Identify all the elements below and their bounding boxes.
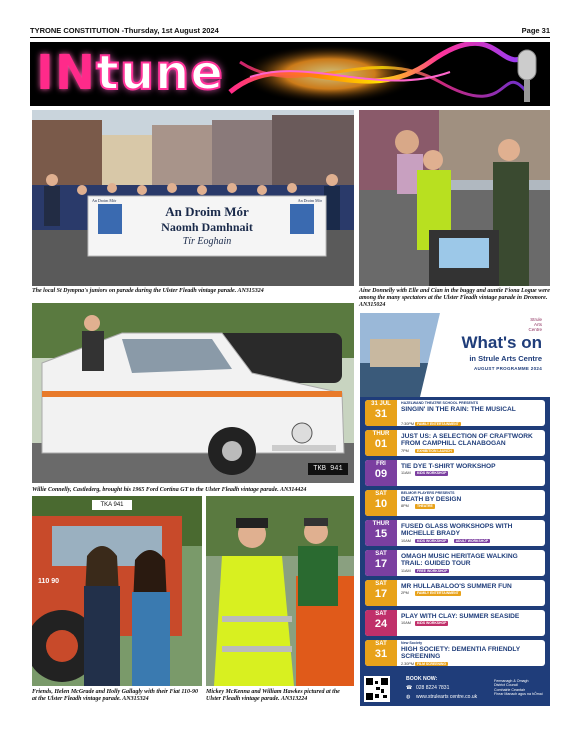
tractor-friends-photo bbox=[32, 496, 202, 686]
tractor-number-plate: TKA 941 bbox=[92, 500, 132, 510]
event-time: 8PM bbox=[401, 504, 409, 509]
event-item bbox=[365, 460, 545, 486]
event-day: THUR bbox=[372, 521, 390, 527]
family-street-image bbox=[359, 110, 550, 286]
event-day: SAT bbox=[375, 551, 387, 557]
banner-line-1: An Droim Mór bbox=[165, 204, 249, 219]
event-date-badge bbox=[365, 520, 397, 546]
event-title: DEATH BY DESIGN bbox=[401, 496, 462, 503]
caption-men: Mickey McKenna and William Hawkes pictured at the Ulster Fleadh vintage parade. AN313224 bbox=[206, 689, 340, 703]
mckenna-hawkes-image bbox=[206, 496, 354, 686]
event-item bbox=[365, 550, 545, 576]
event-time: 7PM bbox=[401, 448, 409, 453]
globe-icon: ◍ bbox=[406, 694, 411, 700]
event-title: TIE DYE T-SHIRT WORKSHOP bbox=[401, 463, 496, 470]
event-category-tag: KIDS WORKSHOP bbox=[417, 471, 447, 476]
event-day: SAT bbox=[375, 581, 387, 587]
ad-title: What's on bbox=[461, 333, 542, 352]
tractor-model-badge: 110 90 bbox=[38, 578, 60, 585]
parade-juniors-photo bbox=[32, 110, 354, 286]
event-title: FUSED GLASS WORKSHOPS WITH MICHELLE BRADY bbox=[401, 523, 513, 538]
event-date-badge bbox=[365, 550, 397, 576]
event-time: 10AM bbox=[401, 538, 411, 543]
event-date-number: 09 bbox=[374, 468, 388, 480]
event-category-tag: FILM SCREENING bbox=[417, 661, 447, 666]
event-category-tag: ADULT WORKSHOP bbox=[455, 538, 489, 543]
event-item bbox=[365, 580, 545, 606]
event-item bbox=[365, 520, 545, 546]
banner-small-left: An Droim Mór bbox=[92, 198, 117, 203]
family-spectators-photo bbox=[359, 110, 550, 286]
parade-banner bbox=[88, 196, 326, 256]
phone-icon: ☎ bbox=[406, 685, 413, 691]
town-photo-icon bbox=[360, 313, 440, 397]
header-page-number: Page 31 bbox=[521, 26, 550, 35]
caption-friends: Friends, Helen McGrade and Holly Gallagly with their Fiat 110-90 at the Ulster Fleadh vintage parade. AN315324 bbox=[32, 689, 199, 703]
banner-line-3: Tír Eoghain bbox=[182, 236, 232, 247]
booking-strip bbox=[360, 673, 550, 706]
event-time: 7:30PM bbox=[401, 421, 415, 426]
caption-cortina: Willie Connelly, Castlederg, brought his 1965 Ford Cortina GT to the Ulster Fleadh vintage parade. AN314424 bbox=[32, 487, 307, 493]
event-time: 11AM bbox=[401, 568, 411, 573]
event-time: 11AM bbox=[401, 471, 411, 476]
event-date-number: 31 bbox=[374, 648, 388, 660]
event-time: 10AM bbox=[401, 621, 411, 626]
event-item bbox=[365, 400, 545, 426]
event-title: SINGIN' IN THE RAIN: THE MUSICAL bbox=[401, 406, 516, 413]
ad-header bbox=[360, 313, 550, 397]
booking-website: www.strulearts centre.co.uk bbox=[416, 694, 478, 700]
event-category-tag: FAMILY ENTERTAINMENT bbox=[417, 421, 459, 426]
event-date-badge bbox=[365, 580, 397, 606]
car-number-plate: TKB 941 bbox=[308, 463, 348, 475]
event-category-tag: FAMILY ENTERTAINMENT bbox=[417, 591, 459, 596]
banner-line-2: Naomh Damhnait bbox=[161, 220, 253, 234]
men-tractor-photo bbox=[206, 496, 354, 686]
event-date-number: 31 bbox=[374, 408, 388, 420]
intune-banner bbox=[30, 42, 550, 106]
event-item bbox=[365, 610, 545, 636]
header-rule bbox=[30, 37, 550, 38]
event-category-tag: FREE WORKSHOP bbox=[417, 568, 448, 573]
event-date-number: 24 bbox=[374, 618, 388, 630]
ad-subtitle: in Strule Arts Centre bbox=[469, 354, 542, 363]
event-category-tag: KIDS WORKSHOP bbox=[417, 538, 447, 543]
event-category-tag: KIDS WORKSHOP bbox=[417, 621, 447, 626]
cortina-photo bbox=[32, 303, 354, 483]
event-day: SAT bbox=[375, 641, 387, 647]
event-date-number: 17 bbox=[374, 588, 388, 600]
council-logo: Fermanagh & Omagh District Council Comhairle Ceantair Fhear Manach agus na hÓmaí bbox=[494, 679, 543, 696]
event-item bbox=[365, 430, 545, 456]
strule-arts-advert bbox=[360, 313, 550, 706]
event-day: 31 JUL bbox=[371, 401, 391, 407]
strule-arts-logo: Strule Arts Centre bbox=[528, 317, 542, 332]
banner-title: INtune bbox=[36, 45, 224, 101]
event-date-badge bbox=[365, 610, 397, 636]
event-day: THUR bbox=[372, 431, 390, 437]
event-date-number: 10 bbox=[374, 498, 388, 510]
event-title: HIGH SOCIETY: DEMENTIA FRIENDLY SCREENING bbox=[401, 646, 521, 661]
event-title: PLAY WITH CLAY: SUMMER SEASIDE bbox=[401, 613, 520, 620]
event-title: JUST US: A SELECTION OF CRAFTWORK FROM CAMPHILL CLANABOGAN bbox=[401, 433, 533, 448]
event-title: MR HULLABALOO'S SUMMER FUN bbox=[401, 583, 512, 590]
event-item bbox=[365, 490, 545, 516]
event-day: FRI bbox=[376, 461, 386, 467]
fiat-tractor-image bbox=[32, 496, 202, 686]
event-date-number: 01 bbox=[374, 438, 388, 450]
event-date-number: 17 bbox=[374, 558, 388, 570]
caption-family: Aine Donnelly with Elle and Cian in the buggy and auntie Fiona Logue were among the many spectators at the Ulster Fleadh vintage parade in Dromore. AN315024 bbox=[359, 288, 550, 309]
event-category-tag: EXHIBITION LAUNCH bbox=[417, 448, 452, 453]
event-presenter: HAZELWAND THEATRE SCHOOL PRESENTS bbox=[401, 401, 479, 405]
event-presenter: New Society bbox=[401, 641, 423, 645]
ad-programme: AUGUST PROGRAMME 2024 bbox=[473, 366, 542, 371]
event-date-badge bbox=[365, 460, 397, 486]
ford-cortina-image bbox=[32, 303, 354, 483]
event-category-tag: THEATRE bbox=[417, 504, 433, 509]
qr-code-icon bbox=[364, 676, 390, 702]
page-header bbox=[30, 24, 550, 36]
event-date-number: 15 bbox=[374, 528, 388, 540]
booking-phone: 028 8224 7831 bbox=[416, 685, 450, 691]
event-date-badge bbox=[365, 400, 397, 426]
banner-small-right: An Droim Mór bbox=[297, 198, 322, 203]
event-presenter: BELMOR PLAYERS PRESENTS bbox=[401, 491, 455, 495]
event-day: SAT bbox=[375, 491, 387, 497]
header-publication: TYRONE CONSTITUTION -Thursday, 1st August 2024 bbox=[30, 26, 219, 35]
event-date-badge bbox=[365, 490, 397, 516]
event-time: 2.30PM bbox=[401, 661, 415, 666]
event-date-badge bbox=[365, 640, 397, 666]
event-title: OMAGH MUSIC HERITAGE WALKING TRAIL: GUIDED TOUR bbox=[401, 553, 518, 568]
book-now-label: BOOK NOW: bbox=[406, 676, 438, 682]
event-time: 2PM bbox=[401, 591, 409, 596]
caption-juniors: The local St Dympna's juniors on parade during the Ulster Fleadh vintage parade. AN315324 bbox=[32, 288, 264, 294]
event-item bbox=[365, 640, 545, 666]
event-day: SAT bbox=[375, 611, 387, 617]
event-date-badge bbox=[365, 430, 397, 456]
